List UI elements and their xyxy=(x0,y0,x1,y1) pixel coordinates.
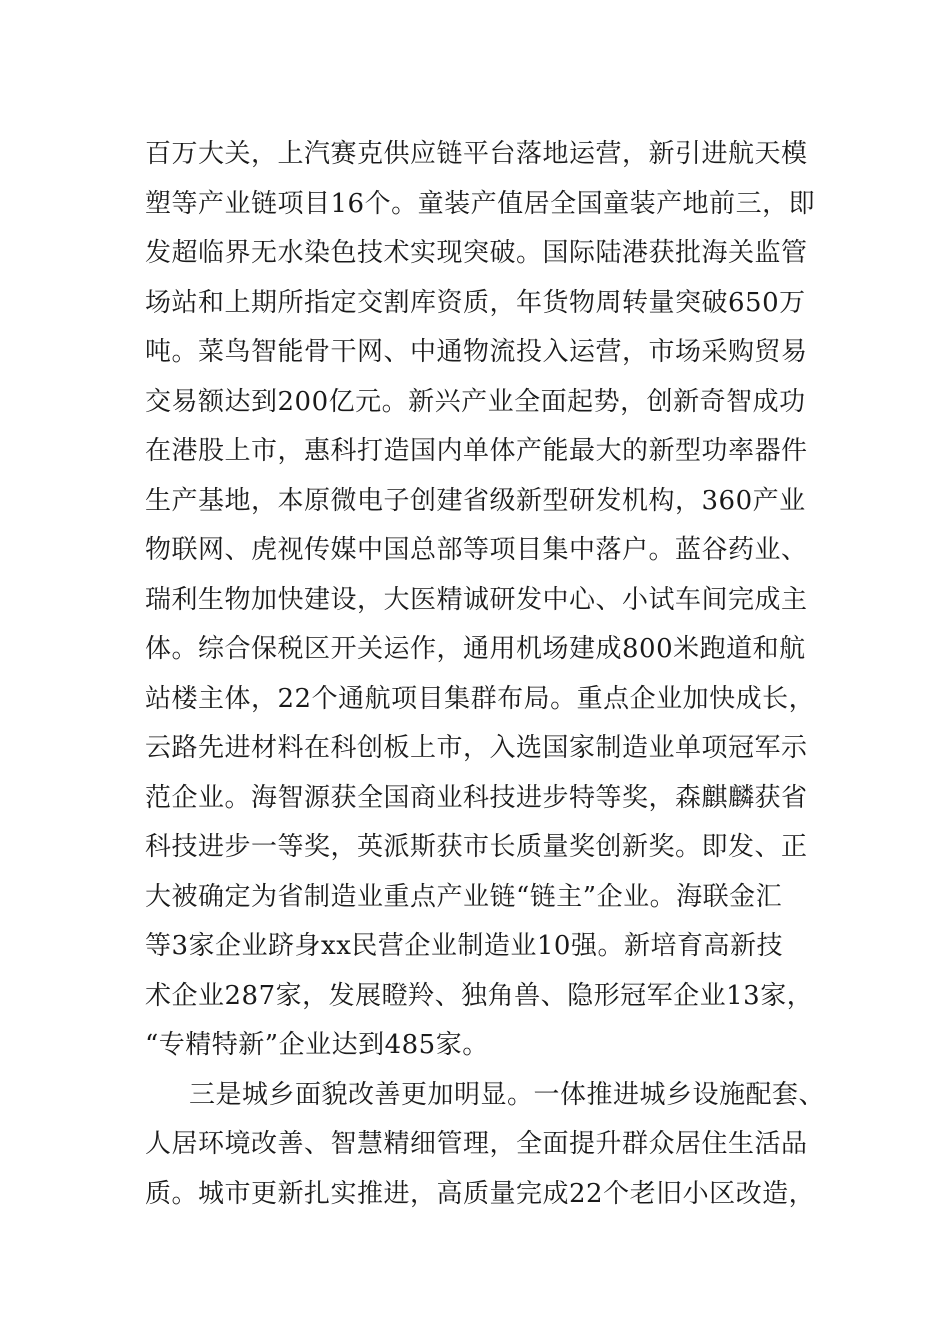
text-line: 站楼主体，22个通航项目集群布局。重点企业加快成长， xyxy=(145,683,816,714)
text-line: 吨。菜鸟智能骨干网、中通物流投入运营，市场采购贸易 xyxy=(145,337,808,367)
text-line: 百万大关，上汽赛克供应链平台落地运营，新引进航天模 xyxy=(145,139,808,169)
paragraph-start-line: 三是城乡面貌改善更加明显。一体推进城乡设施配套、 xyxy=(189,1079,826,1110)
text-line: 物联网、虎视传媒中国总部等项目集中落户。蓝谷药业、 xyxy=(145,535,808,565)
text-line: 人居环境改善、智慧精细管理，全面提升群众居住生活品 xyxy=(145,1129,808,1159)
text-line: 质。城市更新扎实推进，高质量完成22个老旧小区改造， xyxy=(145,1178,816,1209)
text-line: 发超临界无水染色技术实现突破。国际陆港获批海关监管 xyxy=(145,238,808,268)
text-line: 术企业287家，发展瞪羚、独角兽、隐形冠军企业13家， xyxy=(145,980,814,1011)
text-line: “专精特新”企业达到485家。 xyxy=(145,1030,489,1060)
text-line: 塑等产业链项目16个。童装产值居全国童装产地前三，即 xyxy=(145,188,816,219)
text-line: 等3家企业跻身xx民营企业制造业10强。新培育高新技 xyxy=(145,931,783,961)
text-line: 科技进步一等奖，英派斯获市长质量奖创新奖。即发、正 xyxy=(145,832,808,862)
text-line: 生产基地，本原微电子创建省级新型研发机构，360产业 xyxy=(145,485,806,516)
text-line: 云路先进材料在科创板上市，入选国家制造业单项冠军示 xyxy=(145,733,808,763)
text-line: 范企业。海智源获全国商业科技进步特等奖，森麒麟获省 xyxy=(145,782,808,813)
text-line: 场站和上期所指定交割库资质，年货物周转量突破650万 xyxy=(145,287,806,318)
text-line: 体。综合保税区开关运作，通用机场建成800米跑道和航 xyxy=(145,634,806,664)
body-text xyxy=(145,130,845,1219)
text-line: 在港股上市，惠科打造国内单体产能最大的新型功率器件 xyxy=(145,436,808,466)
text-line: 大被确定为省制造业重点产业链“链主”企业。海联金汇 xyxy=(145,881,783,912)
text-line: 交易额达到200亿元。新兴产业全面起势，创新奇智成功 xyxy=(145,386,806,417)
text-line: 瑞利生物加快建设，大医精诚研发中心、小试车间完成主 xyxy=(145,584,808,615)
